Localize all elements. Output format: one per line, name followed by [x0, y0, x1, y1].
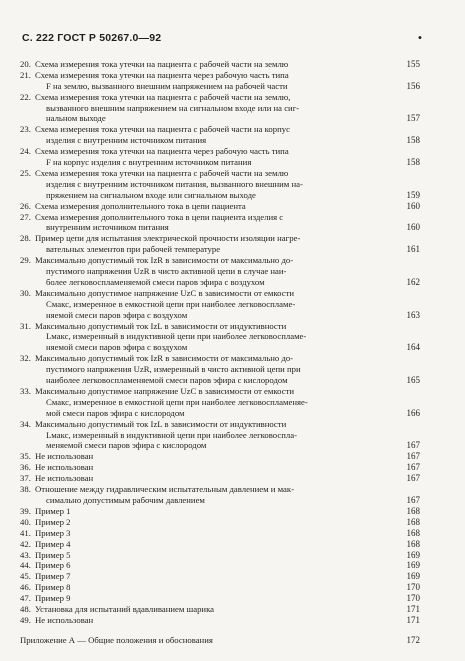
toc-entry-text: более легковоспламеняемой смеси паров эфира с воздухом: [46, 276, 265, 287]
toc-entry-page: 163: [406, 309, 420, 320]
toc-entry-page: 158: [406, 157, 420, 168]
toc-entry-page: 164: [406, 342, 420, 353]
toc-entry-number: 24.: [20, 146, 31, 157]
toc-entry-text: Не использован: [35, 451, 94, 462]
toc-entry-page: 170: [406, 582, 420, 593]
toc-entry-text: Пример цепи для испытания электрической прочности изоляции нагре-: [35, 233, 301, 244]
toc-entry-number: 29.: [20, 255, 31, 266]
toc-entry-number: 26.: [20, 200, 31, 211]
toc-entry-number: 47.: [20, 593, 31, 604]
toc-entry-page: 170: [406, 593, 420, 604]
toc-entry-text: Пример 9: [35, 593, 71, 604]
toc-entry-page: 167: [406, 494, 420, 505]
toc-entry-page: 169: [406, 549, 420, 560]
toc-entry-text: Схема измерения тока утечки на пациента с рабочей части на землю,: [35, 91, 291, 102]
toc-entry-text: мой смеси паров эфира с кислородом: [46, 407, 185, 418]
toc-entry-number: 28.: [20, 233, 31, 244]
toc-entry-text: внутренним источником питания: [46, 222, 169, 233]
toc-entry-text: пустимого напряжения UzR, измеренный в чисто активной цепи при: [46, 364, 301, 375]
toc-entry-page: 157: [406, 113, 420, 124]
toc-entry-text: меняемой смеси паров эфира с кислородом: [46, 440, 207, 451]
toc-entry-text: Cмакс, измеренное в емкостной цепи при наиболее легковоспламе-: [46, 298, 296, 309]
toc-entry-number: 40.: [20, 516, 31, 527]
toc-entry-text: Пример 2: [35, 516, 71, 527]
toc-entry-text: Не использован: [35, 462, 94, 473]
toc-entry-text: няемой смеси паров эфира с воздухом: [46, 342, 188, 353]
toc-entry-number: 38.: [20, 484, 31, 495]
toc-entry-number: 27.: [20, 211, 31, 222]
toc-entry-number: 32.: [20, 353, 31, 364]
toc-entry-page: 160: [406, 222, 420, 233]
toc-entry-text: Lмакс, измеренный в индуктивной цепи при наиболее легковоспламе-: [46, 331, 307, 342]
toc-entry-text: F на корпус изделия с внутренним источником питания: [46, 157, 252, 168]
toc-entry-page: 167: [406, 462, 420, 473]
toc-entry-number: 23.: [20, 124, 31, 135]
toc-entry-text: Схема измерения тока утечки на пациента с рабочей части на землю: [35, 168, 289, 178]
toc-entry-page: 161: [406, 244, 420, 255]
toc-entry-number: 30.: [20, 287, 31, 298]
toc-entry-text: Установка для испытаний вдавливанием шарика: [35, 604, 215, 614]
toc-entry-text: нальном выходе: [46, 113, 106, 124]
toc-entry-page: 171: [406, 604, 420, 614]
toc-entry-text: F на землю, вызванного внешним напряжением на рабочей части: [46, 80, 288, 91]
toc-entry-page: 159: [406, 189, 420, 200]
toc-entry-text: няемой смеси паров эфира с воздухом: [46, 309, 188, 320]
toc-entry-page: 167: [406, 473, 420, 484]
toc-entry-number: 43.: [20, 549, 31, 560]
toc-entry-number: 33.: [20, 386, 31, 396]
toc-entry-text: Пример 7: [35, 571, 71, 582]
toc-entry-number: 35.: [20, 451, 31, 462]
toc-entry-number: 34.: [20, 418, 31, 429]
toc-entry-text: вызванного внешним напряжением на сигнальном входе или на сиг-: [46, 102, 300, 113]
toc-entry-text: Пример 5: [35, 549, 71, 560]
toc-entry-number: 25.: [20, 168, 31, 178]
toc-entry-text: пустимого напряжения UzR в чисто активной цепи в случае наи-: [46, 266, 287, 277]
toc-entry-page: 162: [406, 276, 420, 287]
toc-entry-text: Lмакс, измеренный в индуктивной цепи при наиболее легковоспла-: [46, 429, 297, 440]
toc-entry-page: 169: [406, 560, 420, 571]
toc-entry-text: Схема измерения тока утечки на пациента с рабочей части на корпус: [35, 124, 290, 135]
toc-entry-number: 42.: [20, 538, 31, 549]
toc-entry-text: Максимально допустимый ток IzL в зависимости от индуктивности: [35, 418, 287, 429]
toc-entry-number: 46.: [20, 582, 31, 593]
toc-entry-text: Пример 1: [35, 505, 71, 516]
toc-entry-number: 31.: [20, 320, 31, 331]
toc-entry-page: 166: [406, 407, 420, 418]
toc-entry-text: изделия с внутренним источником питания: [46, 135, 207, 146]
toc-entry-page: 156: [406, 80, 420, 91]
toc-entry-number: 20.: [20, 59, 31, 69]
toc-entry-page: 160: [406, 200, 420, 211]
toc-entry-page: 169: [406, 571, 420, 582]
toc-entry-text: Максимально допустимое напряжение UzC в зависимости от емкости: [35, 287, 295, 298]
toc-entry-page: 167: [406, 440, 420, 451]
toc-entry-number: 44.: [20, 560, 31, 571]
toc-entry-text: Максимально допустимый ток IzL в зависимости от индуктивности: [35, 320, 287, 331]
toc-entry-number: 39.: [20, 505, 31, 516]
toc-entry-text: изделия с внутренним источником питания, вызванного внешним на-: [46, 178, 303, 189]
toc-appendix-page: 172: [406, 634, 420, 645]
toc-entry-page: 168: [406, 516, 420, 527]
toc-entry-page: 167: [406, 451, 420, 462]
toc-entry-text: Пример 4: [35, 538, 71, 549]
toc-entry-text: симально допустимым рабочим давлением: [46, 494, 205, 505]
toc-entry-number: 36.: [20, 462, 31, 473]
toc-entry-text: Схема измерения дополнительного тока в цепи пациента изделия с: [35, 211, 284, 222]
toc-entry-text: Пример 3: [35, 527, 71, 538]
toc-entry-number: 41.: [20, 527, 31, 538]
toc-entry-text: Пример 8: [35, 582, 71, 593]
toc-appendix-text: Приложение А — Общие положения и обоснования: [20, 634, 213, 645]
header-mark: •: [418, 32, 422, 44]
toc-entry-text: вательных элементов при рабочей температуре: [46, 244, 221, 255]
toc-entry-number: 45.: [20, 571, 31, 582]
toc-entry-text: Схема измерения тока утечки на пациента через рабочую часть типа: [35, 146, 289, 157]
toc-entry-text: Схема измерения тока утечки на пациента с рабочей части на землю: [35, 59, 289, 69]
toc-entry-text: Схема измерения тока утечки на пациента через рабочую часть типа: [35, 69, 289, 80]
toc-entry-page: 171: [406, 614, 420, 625]
toc-entry-page: 155: [406, 59, 420, 69]
toc-entry-number: 22.: [20, 91, 31, 102]
toc-entry-text: Схема измерения дополнительного тока в цепи пациента: [35, 200, 246, 211]
toc-entry-number: 37.: [20, 473, 31, 484]
toc-entry-page: 168: [406, 527, 420, 538]
toc-entry-text: Максимально допустимое напряжение UzC в зависимости от емкости: [35, 386, 295, 396]
toc-entry-page: 165: [406, 375, 420, 386]
toc-entry-page: 168: [406, 538, 420, 549]
toc-entry-page: 168: [406, 505, 420, 516]
page-header-title: С. 222 ГОСТ Р 50267.0—92: [22, 32, 162, 44]
toc-entry-number: 48.: [20, 604, 31, 614]
toc-entry-number: 21.: [20, 69, 31, 80]
toc-entry-text: Не использован: [35, 473, 94, 484]
toc-entry-text: Максимально допустимый ток IzR в зависимости от максимально до-: [35, 353, 294, 364]
toc-entry-text: Не использован: [35, 614, 94, 625]
toc-entry-text: Cмакс, измеренное в емкостной цепи при наиболее легковоспламеняе-: [46, 396, 308, 407]
toc-entry-page: 158: [406, 135, 420, 146]
toc-entry-text: наиболее легковоспламеняемой смеси паров эфира с кислородом: [46, 375, 288, 386]
toc-entry-text: Максимально допустимый ток IzR в зависимости от максимально до-: [35, 255, 294, 266]
toc-entry-text: пряжением на сигнальном входе или сигнальном выходе: [46, 189, 256, 200]
toc-entry-text: Отношение между гидравлическим испытательным давлением и мак-: [35, 484, 295, 495]
toc-entry-text: Пример 6: [35, 560, 71, 571]
toc-entry-number: 49.: [20, 614, 31, 625]
